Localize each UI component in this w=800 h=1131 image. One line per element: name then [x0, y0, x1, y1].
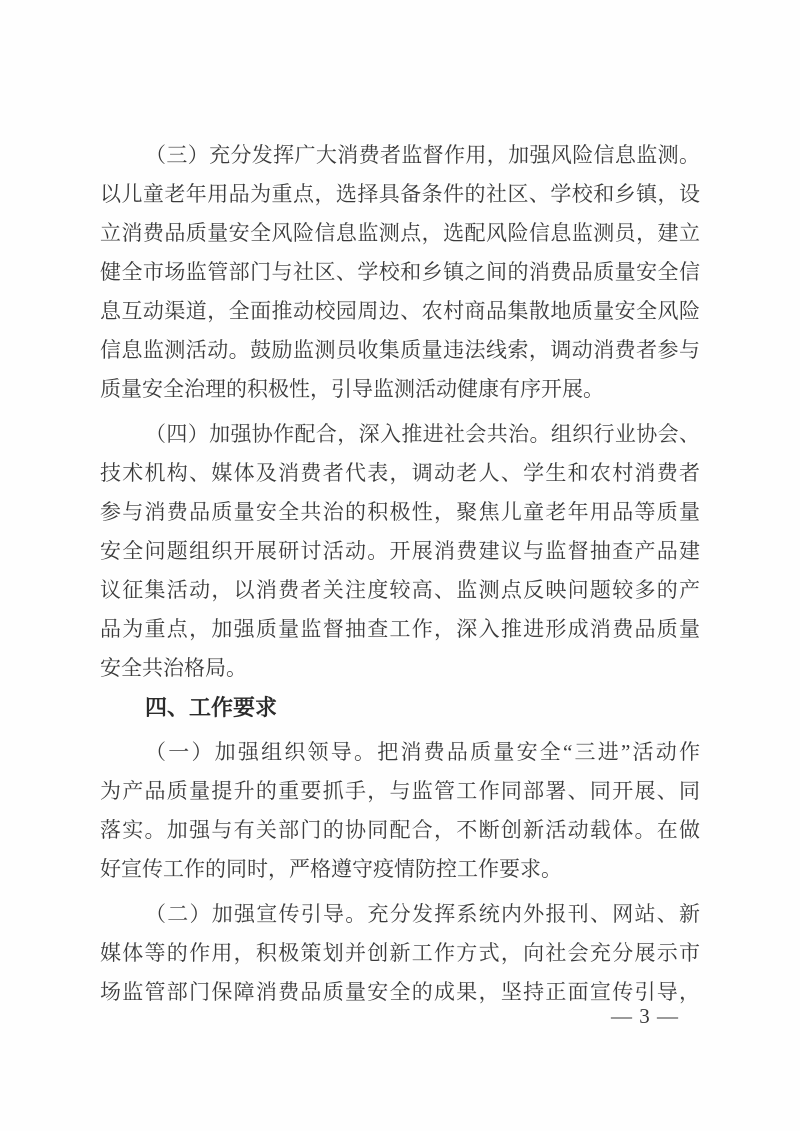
paragraph-4-line: 安全问题组织开展研讨活动。开展消费建议与监督抽查产品建 [100, 539, 700, 563]
paragraph-req-2-line: 场监管部门保障消费品质量安全的成果，坚持正面宣传引导， [100, 980, 700, 1004]
paragraph-req-2-line: 媒体等的作用，积极策划并创新工作方式，向社会充分展示市 [100, 941, 700, 965]
paragraph-4-line: 安全共治格局。 [100, 656, 247, 680]
page-number: — 3 — [611, 1004, 679, 1028]
paragraph-4-line: （四）加强协作配合，深入推进社会共治。组织行业协会、 [145, 422, 700, 446]
paragraph-req-2-line: （二）加强宣传引导。充分发挥系统内外报刊、网站、新 [145, 902, 700, 926]
paragraph-4-line: 品为重点，加强质量监督抽查工作，深入推进形成消费品质量 [100, 617, 700, 641]
paragraph-req-1-line: 为产品质量提升的重要抓手，与监管工作同部署、同开展、同 [100, 779, 700, 803]
section-heading-work-requirements: 四、工作要求 [145, 695, 278, 720]
document-body [100, 136, 700, 1012]
paragraph-req-1-line: （一）加强组织领导。把消费品质量安全“三进”活动作 [145, 740, 700, 764]
paragraph-3-line: （三）充分发挥广大消费者监督作用，加强风险信息监测。 [145, 143, 700, 167]
paragraph-3-line: 质量安全治理的积极性，引导监测活动健康有序开展。 [100, 377, 604, 401]
paragraph-req-1-line: 好宣传工作的同时，严格遵守疫情防控工作要求。 [100, 857, 562, 881]
paragraph-3-line: 健全市场监管部门与社区、学校和乡镇之间的消费品质量安全信 [100, 260, 700, 284]
paragraph-3-line: 以儿童老年用品为重点，选择具备条件的社区、学校和乡镇，设 [100, 182, 700, 206]
paragraph-3-line: 信息监测活动。鼓励监测员收集质量违法线索，调动消费者参与 [100, 338, 700, 362]
paragraph-4-line: 参与消费品质量安全共治的积极性，聚焦儿童老年用品等质量 [100, 500, 700, 524]
paragraph-req-1-line: 落实。加强与有关部门的协同配合，不断创新活动载体。在做 [100, 818, 700, 842]
paragraph-4-line: 技术机构、媒体及消费者代表，调动老人、学生和农村消费者 [100, 461, 700, 485]
paragraph-4-line: 议征集活动，以消费者关注度较高、监测点反映问题较多的产 [100, 578, 700, 602]
paragraph-3-line: 立消费品质量安全风险信息监测点，选配风险信息监测员，建立 [100, 221, 700, 245]
paragraph-3-line: 息互动渠道，全面推动校园周边、农村商品集散地质量安全风险 [100, 299, 700, 323]
